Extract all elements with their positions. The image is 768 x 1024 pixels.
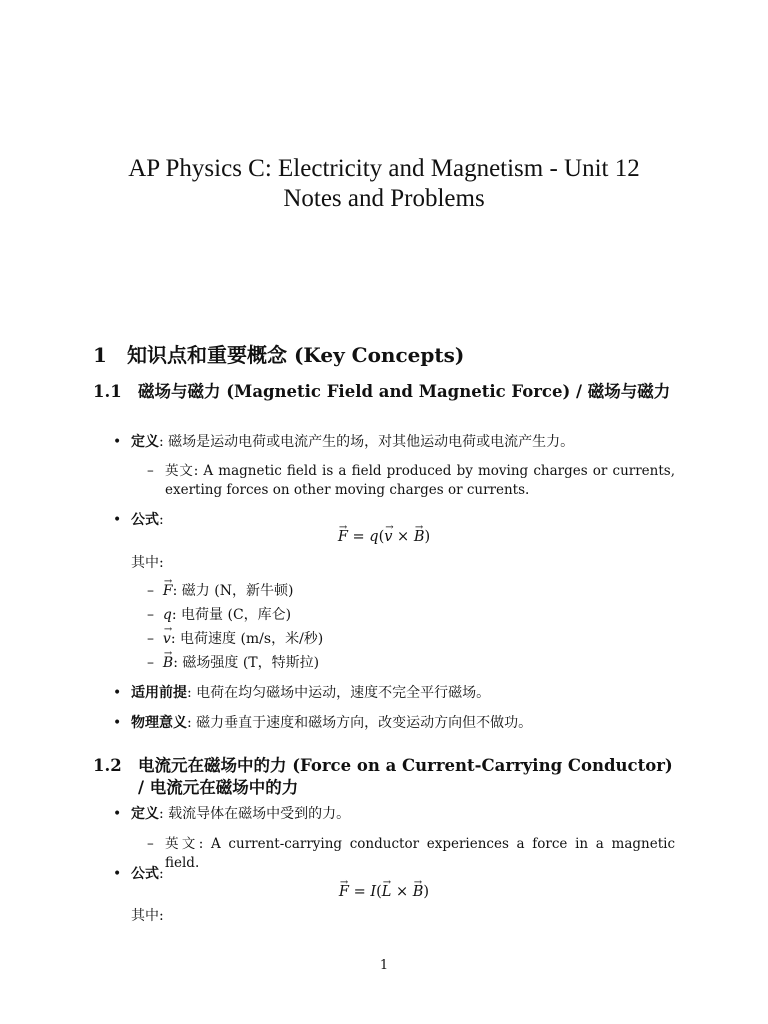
variable-f: – → F: 磁力 (N，新牛顿) xyxy=(147,581,293,601)
premise-text: : 电荷在均匀磁场中运动，速度不完全平行磁场。 xyxy=(187,685,491,701)
formula-colon: : xyxy=(159,512,164,528)
subsection-title: 电流元在磁场中的力 (Force on a Current-Carrying Conductor) / 电流元在磁场中的力 xyxy=(138,756,673,797)
symbol-f: → F xyxy=(163,581,173,601)
variable-f-desc: : 磁力 (N，新牛顿) xyxy=(172,583,294,599)
english-definition-text: 英文: A current-carrying conductor experiences a force in a magnetic field. xyxy=(165,836,675,871)
where-label: 其中: xyxy=(131,555,164,571)
variable-v: – → v: 电荷速度 (m/s，米/秒) xyxy=(147,629,323,649)
meaning-bullet xyxy=(113,713,678,733)
title-line-1: AP Physics C: Electricity and Magnetism - Unit 12 xyxy=(128,155,640,182)
subsection-1-1-heading xyxy=(93,381,683,403)
formula-colon: : xyxy=(159,866,164,882)
subsection-1-2-heading xyxy=(93,755,683,799)
symbol-v: → v xyxy=(163,629,171,649)
english-definition xyxy=(147,462,675,500)
subsection-number: 1.2 xyxy=(93,756,122,775)
symbol-q: q xyxy=(162,607,172,623)
page-number: 1 xyxy=(379,958,389,973)
lorentz-force-equation: → F = q(→ v × → B) xyxy=(0,527,768,547)
bullet-glyph: • xyxy=(113,434,122,450)
symbol-b: → B xyxy=(163,653,173,673)
bullet-glyph: • xyxy=(113,866,122,882)
premise-bullet xyxy=(113,683,678,703)
section-number: 1 xyxy=(93,343,107,367)
section-title: 知识点和重要概念 (Key Concepts) xyxy=(127,343,465,367)
title-text xyxy=(0,154,768,214)
bullet-glyph: • xyxy=(113,685,122,701)
meaning-text: : 磁力垂直于速度和磁场方向，改变运动方向但不做功。 xyxy=(187,715,533,731)
formula-label: 公式 xyxy=(131,866,159,882)
bullet-glyph: • xyxy=(113,512,122,528)
conductor-force-equation: → F = I(→ L × → B) xyxy=(0,882,768,902)
bullet-glyph: • xyxy=(113,806,122,822)
definition-bullet xyxy=(113,432,678,452)
subsection-title: 磁场与磁力 (Magnetic Field and Magnetic Force) / 磁场与磁力 xyxy=(138,382,671,401)
section-1-heading xyxy=(93,342,464,368)
formula-bullet xyxy=(113,864,678,884)
dash-glyph: – xyxy=(147,836,154,852)
formula-label: 公式 xyxy=(131,512,159,528)
variable-q: – q: 电荷量 (C，库仑) xyxy=(147,607,292,623)
dash-glyph: – xyxy=(147,463,154,479)
definition-text: : 磁场是运动电荷或电流产生的场，对其他运动电荷或电流产生力。 xyxy=(159,434,575,450)
english-definition-text: 英文: A magnetic field is a field produced by moving charges or currents, exerting forces on other moving charges or currents. xyxy=(165,463,675,498)
where-label: 其中: xyxy=(131,908,164,924)
premise-label: 适用前提 xyxy=(131,685,187,701)
subsection-number: 1.1 xyxy=(93,382,122,401)
definition-bullet xyxy=(113,804,678,824)
variable-b-desc: : 磁场强度 (T，特斯拉) xyxy=(173,655,320,671)
title-line-2: Notes and Problems xyxy=(283,185,485,212)
definition-label: 定义 xyxy=(131,806,159,822)
variable-b: – → B: 磁场强度 (T，特斯拉) xyxy=(147,653,319,673)
bullet-glyph: • xyxy=(113,715,122,731)
variable-v-desc: : 电荷速度 (m/s，米/秒) xyxy=(170,631,324,647)
meaning-label: 物理意义 xyxy=(131,715,187,731)
definition-text: : 载流导体在磁场中受到的力。 xyxy=(159,806,351,822)
definition-label: 定义 xyxy=(131,434,159,450)
variable-q-desc: : 电荷量 (C，库仑) xyxy=(171,607,292,623)
